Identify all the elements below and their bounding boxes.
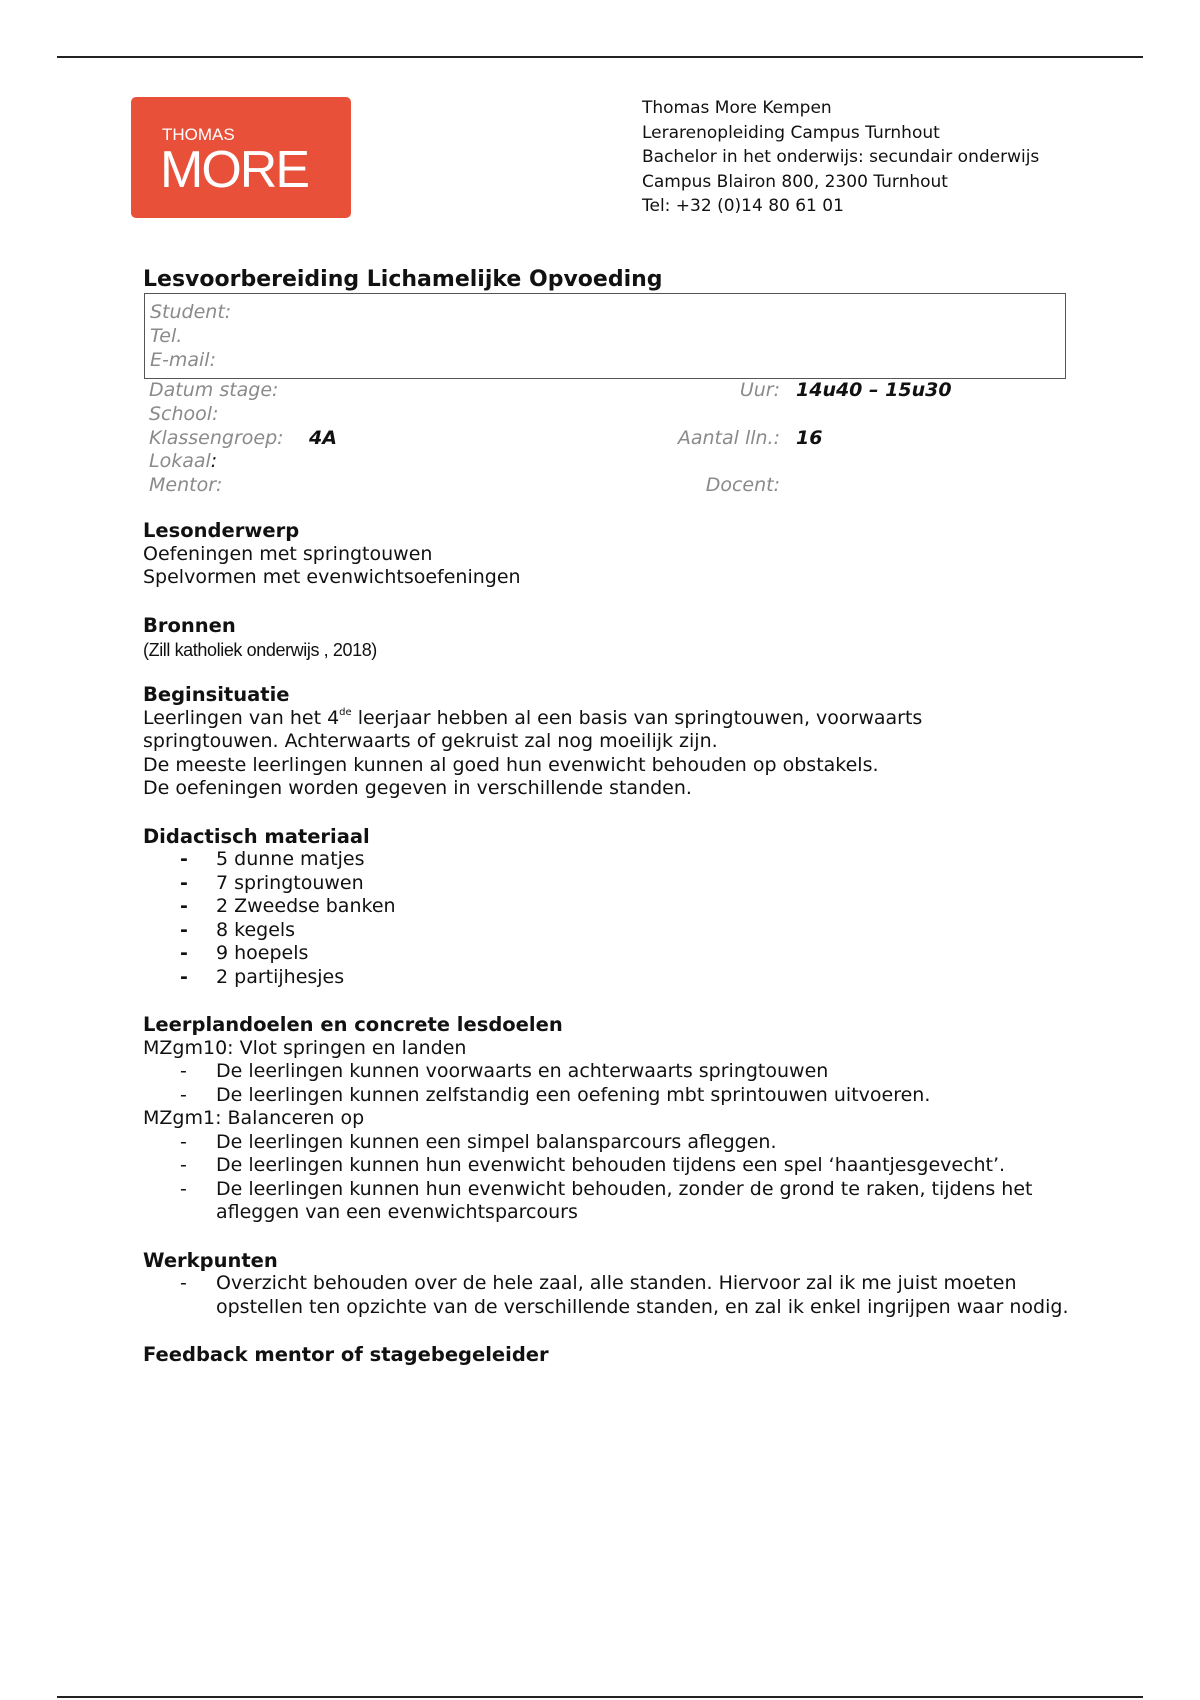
doelen-title: Leerplandoelen en concrete lesdoelen — [143, 1013, 563, 1036]
beginsituatie-line: springtouwen. Achterwaarts of gekruist zal nog moeilijk zijn. — [143, 730, 718, 752]
aantal-value-field — [796, 427, 822, 451]
uur-label: Uur: — [739, 379, 780, 401]
list-item: - 5 dunne matjes — [143, 848, 1083, 872]
docent-field — [706, 474, 780, 498]
bronnen-text: (Zill katholiek onderwijs , 2018) — [143, 640, 377, 660]
top-rule — [57, 56, 1143, 58]
lesonderwerp-title: Lesonderwerp — [143, 519, 300, 542]
institution-address — [642, 96, 1039, 219]
document-title: Lesvoorbereiding Lichamelijke Opvoeding — [143, 267, 663, 292]
lesson-content — [143, 519, 1083, 1367]
uur-value: 14u40 – 15u30 — [796, 379, 952, 401]
beginsituatie-line — [143, 707, 1083, 731]
school-label: School: — [149, 403, 219, 425]
list-item: - 2 partijhesjes — [143, 966, 1083, 990]
lokaal-colon: : — [210, 450, 218, 472]
beginsituatie-line1-sup: de — [339, 706, 352, 718]
list-item: - De leerlingen kunnen een simpel balansparcours afleggen. — [143, 1131, 1083, 1155]
uur-value-field — [796, 379, 952, 403]
doelen-list — [143, 1131, 1083, 1225]
werkpunten-list — [143, 1272, 1083, 1319]
lesonderwerp-line: Oefeningen met springtouwen — [143, 542, 433, 565]
lokaal-label: Lokaal — [149, 450, 211, 472]
klassengroep-label: Klassengroep: — [149, 427, 284, 449]
doelen-list — [143, 1060, 1083, 1107]
materiaal-list — [143, 848, 1083, 989]
list-item: - De leerlingen kunnen hun evenwicht behouden, zonder de grond te raken, tijdens het afleggen van een evenwichtsparcours — [143, 1178, 1083, 1225]
aantal-lln-value: 16 — [796, 427, 823, 449]
email-label: E-mail: — [150, 349, 216, 371]
mentor-field — [149, 474, 222, 498]
institution-line: Thomas More Kempen — [642, 98, 832, 118]
tel-label: Tel. — [150, 325, 183, 347]
school-field — [149, 403, 218, 427]
student-info-box — [144, 293, 1066, 379]
list-item: - De leerlingen kunnen hun evenwicht behouden tijdens een spel ‘haantjesgevecht’. — [143, 1154, 1083, 1178]
institution-line: Tel: +32 (0)14 80 61 01 — [642, 196, 844, 216]
klassengroep-value: 4A — [309, 427, 337, 449]
student-label: Student: — [150, 301, 232, 323]
list-item: - De leerlingen kunnen zelfstandig een oefening mbt sprintouwen uitvoeren. — [143, 1084, 1083, 1108]
thomas-more-logo — [131, 97, 351, 218]
klassengroep-value-field — [309, 427, 337, 451]
list-item: - 7 springtouwen — [143, 872, 1083, 896]
logo-line1: THOMAS — [162, 125, 235, 144]
beginsituatie-line1-pre: Leerlingen van het 4 — [143, 706, 340, 729]
bottom-rule — [57, 1696, 1143, 1698]
beginsituatie-line1-post: leerjaar hebben al een basis van springtouwen, voorwaarts — [351, 706, 923, 729]
doel-heading: MZgm1: Balanceren op — [143, 1107, 365, 1129]
doel-heading: MZgm10: Vlot springen en landen — [143, 1036, 467, 1059]
datum-stage-label: Datum stage: — [149, 379, 279, 401]
lesonderwerp-line: Spelvormen met evenwichtsoefeningen — [143, 566, 521, 588]
institution-line: Campus Blairon 800, 2300 Turnhout — [642, 171, 948, 192]
aantal-lln-label: Aantal lln.: — [677, 427, 780, 449]
beginsituatie-line: De meeste leerlingen kunnen al goed hun evenwicht behouden op obstakels. — [143, 753, 879, 776]
institution-line: Lerarenopleiding Campus Turnhout — [642, 122, 940, 143]
list-item: - 9 hoepels — [143, 942, 1083, 966]
mentor-label: Mentor: — [149, 474, 223, 496]
docent-label: Docent: — [705, 474, 780, 496]
lokaal-field — [149, 450, 217, 474]
werkpunten-title: Werkpunten — [143, 1248, 278, 1272]
list-item: - 2 Zweedse banken — [143, 895, 1083, 919]
klassengroep-field — [149, 427, 284, 451]
beginsituatie-line: De oefeningen worden gegeven in verschillende standen. — [143, 777, 692, 799]
aantal-label-field — [678, 427, 780, 451]
materiaal-title: Didactisch materiaal — [143, 824, 370, 848]
list-item: - Overzicht behouden over de hele zaal, alle standen. Hiervoor zal ik me juist moeten opstellen ten opzichte van de verschillende standen, en zal ik enkel ingrijpen waar nodig. — [143, 1272, 1083, 1319]
uur-label-field — [740, 379, 780, 403]
feedback-title: Feedback mentor of stagebegeleider — [143, 1343, 549, 1366]
institution-line: Bachelor in het onderwijs: secundair onderwijs — [642, 147, 1040, 167]
list-item: - 8 kegels — [143, 919, 1083, 943]
beginsituatie-title: Beginsituatie — [143, 683, 290, 706]
logo-line2: MORE — [160, 141, 308, 199]
list-item: - De leerlingen kunnen voorwaarts en achterwaarts springtouwen — [143, 1060, 1083, 1084]
datum-stage-field — [149, 379, 278, 403]
bronnen-title: Bronnen — [143, 613, 236, 637]
